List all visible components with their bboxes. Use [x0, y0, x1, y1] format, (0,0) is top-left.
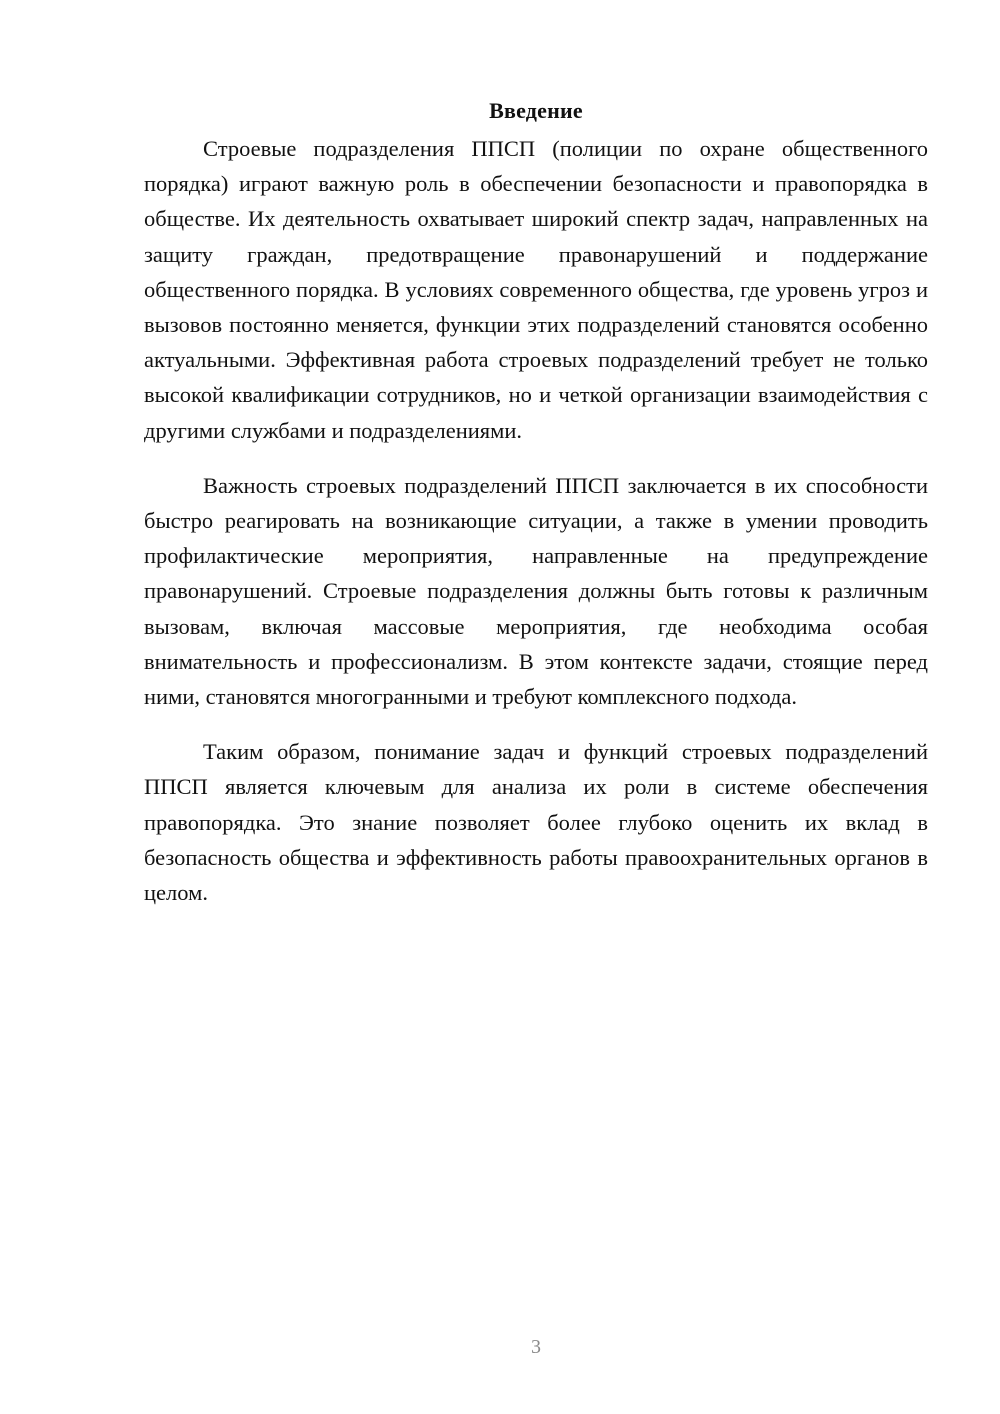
- paragraph-1: Строевые подразделения ППСП (полиции по охране общественного порядка) играют важную роль в обеспечении безопасности и правопорядка в обществе. Их деятельность охватывает широкий спектр задач, направленных на защиту граждан, предотвращение правонарушений и поддержание общественного порядка. В условиях современного общества, где уровень угроз и вызовов постоянно меняется, функции этих подразделений становятся особенно актуальными. Эффективная работа строевых подразделений требует не только высокой квалификации сотрудников, но и четкой организации взаимодействия с другими службами и подразделениями.: [144, 136, 928, 443]
- paragraph-3: Таким образом, понимание задач и функций строевых подразделений ППСП является ключевым для анализа их роли в системе обеспечения правопорядка. Это знание позволяет более глубоко оценить их вклад в безопасность общества и эффективность работы правоохранительных органов в целом.: [144, 739, 928, 906]
- page-number: 3: [531, 1336, 541, 1358]
- page-body: [144, 95, 928, 930]
- section-heading: Введение: [489, 98, 583, 123]
- paragraph-2: Важность строевых подразделений ППСП заключается в их способности быстро реагировать на возникающие ситуации, а также в умении проводить профилактические мероприятия, направленные на предупреждение правонарушений. Строевые подразделения должны быть готовы к различным вызовам, включая массовые мероприятия, где необходима особая внимательность и профессионализм. В этом контексте задачи, стоящие перед ними, становятся многогранными и требуют комплексного подхода.: [144, 472, 928, 710]
